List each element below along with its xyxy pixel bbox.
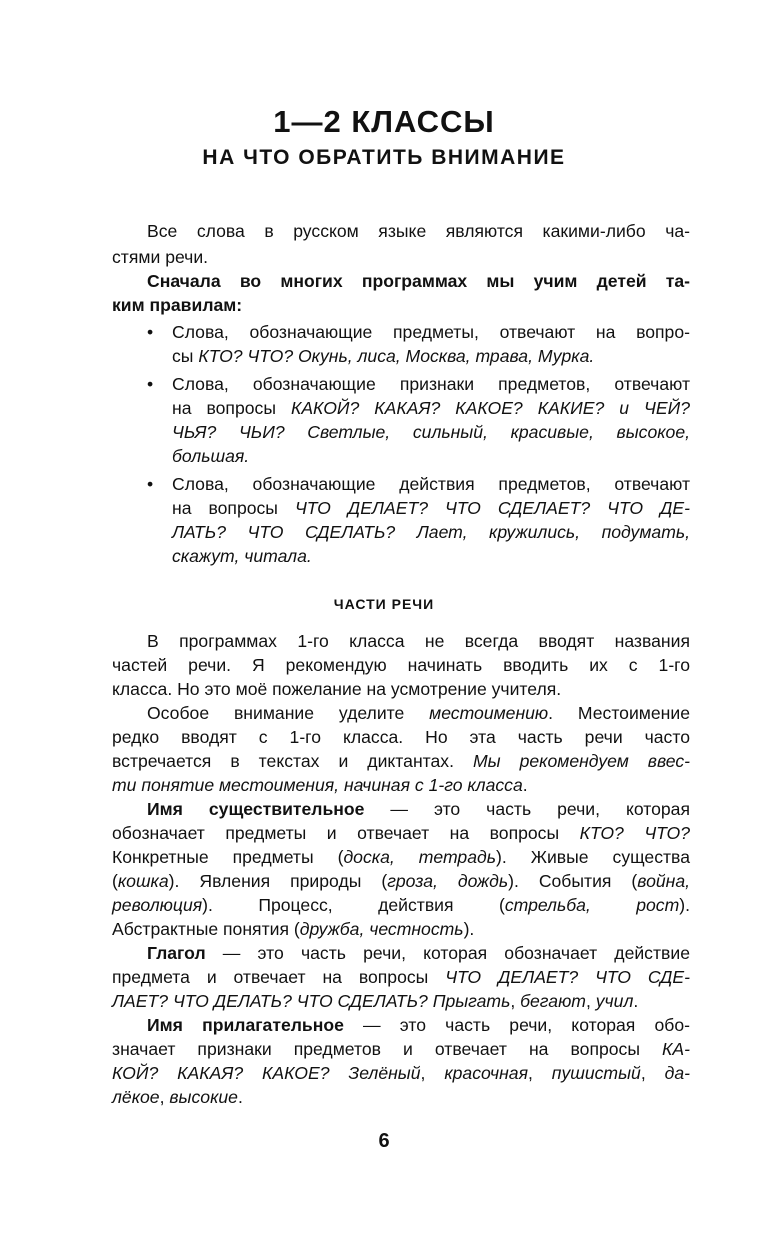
italic-example: ЛАТЬ? ЧТО СДЕЛАТЬ? Лает, кружились, подумать,	[172, 522, 690, 542]
italic-example: высокие	[169, 1087, 238, 1107]
italic-example: война,	[637, 871, 691, 891]
text-line	[112, 1084, 690, 1110]
italic-example: доска, тетрадь	[343, 847, 496, 867]
text-line	[147, 700, 690, 726]
italic-example: гроза, дождь	[387, 871, 509, 891]
text-segment: — это часть речи, которая обозначает действие	[205, 943, 690, 963]
text-line	[147, 628, 690, 654]
bold-term: Глагол	[147, 943, 206, 963]
text-segment: ,	[420, 1063, 445, 1083]
text-line	[147, 940, 690, 966]
bold-term: Сначала во многих программах мы учим детей та-	[147, 271, 690, 291]
text-line	[112, 652, 690, 678]
text-segment: ). Явления природы (	[168, 871, 388, 891]
italic-example: лёкое	[112, 1087, 160, 1107]
text-segment: . Местоимение	[548, 703, 690, 723]
text-segment: предмета и отвечает на вопросы	[112, 967, 446, 987]
text-segment: ). События (	[508, 871, 638, 891]
text-segment: ).	[679, 895, 690, 915]
text-line	[172, 419, 690, 445]
text-segment: .	[633, 991, 639, 1011]
italic-example: Мы рекомендуем ввес-	[473, 751, 690, 771]
text-line	[172, 471, 690, 497]
text-line	[112, 676, 690, 702]
text-line	[112, 724, 690, 750]
text-line	[112, 772, 690, 798]
text-segment: на вопросы	[172, 498, 295, 518]
text-line	[172, 443, 690, 469]
bullet-marker: •	[147, 474, 154, 494]
text-segment: Особое внимание уделите	[147, 703, 430, 723]
text-line	[147, 268, 690, 294]
italic-example: КА-	[662, 1039, 690, 1059]
text-segment: Слова, обозначающие действия предметов, отвечают	[172, 474, 690, 494]
text-line	[147, 1012, 690, 1038]
bold-term: Имя прилагательное	[147, 1015, 344, 1035]
bold-term: ким правилам:	[112, 295, 243, 315]
text-segment: обозначает предметы и отвечает на вопросы	[112, 823, 580, 843]
text-segment: ,	[159, 1087, 170, 1107]
text-segment: ,	[585, 991, 596, 1011]
text-segment: (	[112, 871, 118, 891]
text-line	[112, 244, 690, 270]
text-segment: Конкретные предметы (	[112, 847, 344, 867]
page-subtitle: НА ЧТО ОБРАТИТЬ ВНИМАНИЕ	[202, 146, 566, 169]
italic-example: ЧТО ДЕЛАЕТ? ЧТО СДЕЛАЕТ? ЧТО ДЕ-	[294, 498, 690, 518]
text-segment: ).	[463, 919, 475, 939]
text-line	[112, 292, 690, 318]
page-number: 6	[378, 1130, 390, 1152]
text-line	[112, 868, 690, 894]
italic-example: местоимению	[429, 703, 549, 723]
text-segment: — это часть речи, которая	[364, 799, 690, 819]
text-segment: класса. Но это моё пожелание на усмотрение учителя.	[112, 679, 562, 699]
text-line	[172, 495, 690, 521]
text-segment: стями речи.	[112, 247, 209, 267]
italic-example: кошка	[117, 871, 169, 891]
text-segment: значает признаки предметов и отвечает на вопросы	[112, 1039, 663, 1059]
section-title: ЧАСТИ РЕЧИ	[333, 596, 435, 612]
text-segment: .	[522, 775, 528, 795]
text-segment: Все слова в русском языке являются какими-либо ча-	[147, 221, 690, 241]
text-segment: встречается в текстах и диктантах.	[112, 751, 473, 771]
italic-example: большая.	[172, 446, 250, 466]
bullet-marker: •	[147, 374, 154, 394]
text-segment: .	[237, 1087, 243, 1107]
text-line	[172, 319, 690, 345]
italic-example: ЧЬЯ? ЧЬИ? Светлые, сильный, красивые, высокое,	[172, 422, 690, 442]
text-line	[172, 395, 690, 421]
text-line	[112, 988, 690, 1014]
text-segment: на вопросы	[172, 398, 291, 418]
text-line	[112, 964, 690, 990]
text-segment: ). Процесс, действия (	[202, 895, 505, 915]
text-line	[172, 543, 690, 569]
italic-example: КТО? ЧТО? Окунь, лиса, Москва, трава, Мурка.	[198, 346, 595, 366]
text-line	[112, 1036, 690, 1062]
italic-example: ЧТО ДЕЛАЕТ? ЧТО СДЕ-	[445, 967, 690, 987]
italic-example: ти понятие местоимения, начиная с 1-го класса	[112, 775, 523, 795]
page-title: 1—2 КЛАССЫ	[273, 104, 495, 139]
italic-example: КТО? ЧТО?	[579, 823, 690, 843]
text-line	[147, 796, 690, 822]
text-line	[172, 519, 690, 545]
text-segment: ). Живые существа	[495, 847, 690, 867]
text-segment: редко вводят с 1-го класса. Но эта часть речи часто	[112, 727, 690, 747]
text-line	[112, 892, 690, 918]
text-line	[112, 844, 690, 870]
italic-example: дружба, честность	[299, 919, 464, 939]
text-segment: В программах 1-го класса не всегда вводят названия	[147, 631, 690, 651]
text-line	[172, 371, 690, 397]
text-segment: Слова, обозначающие предметы, отвечают на вопро-	[172, 322, 690, 342]
text-segment: ,	[527, 1063, 552, 1083]
text-line	[112, 820, 690, 846]
italic-example: стрельба, рост	[504, 895, 680, 915]
italic-example: революция	[112, 895, 203, 915]
italic-example: пушистый	[551, 1063, 641, 1083]
text-line	[112, 1060, 690, 1086]
text-line	[112, 916, 690, 942]
text-line	[112, 748, 690, 774]
text-segment: Слова, обозначающие признаки предметов, отвечают	[172, 374, 690, 394]
bold-term: Имя существительное	[147, 799, 365, 819]
text-segment: ,	[640, 1063, 665, 1083]
text-segment: сы	[172, 346, 199, 366]
text-segment: Абстрактные понятия (	[112, 919, 300, 939]
text-segment: — это часть речи, которая обо-	[343, 1015, 690, 1035]
italic-example: КОЙ? КАКАЯ? КАКОЕ? Зелёный	[112, 1063, 421, 1083]
text-line	[172, 343, 690, 369]
italic-example: ЛАЕТ? ЧТО ДЕЛАТЬ? ЧТО СДЕЛАТЬ? Прыгать	[112, 991, 511, 1011]
italic-example: красочная	[444, 1063, 528, 1083]
italic-example: да-	[664, 1063, 690, 1083]
italic-example: скажут, читала.	[172, 546, 312, 566]
text-line	[147, 218, 690, 244]
text-segment: ,	[510, 991, 521, 1011]
text-segment: частей речи. Я рекомендую начинать вводить их с 1-го	[112, 655, 690, 675]
italic-example: бегают	[520, 991, 586, 1011]
italic-example: учил	[595, 991, 634, 1011]
bullet-marker: •	[147, 322, 154, 342]
italic-example: КАКОЙ? КАКАЯ? КАКОЕ? КАКИЕ? и ЧЕЙ?	[290, 398, 690, 418]
